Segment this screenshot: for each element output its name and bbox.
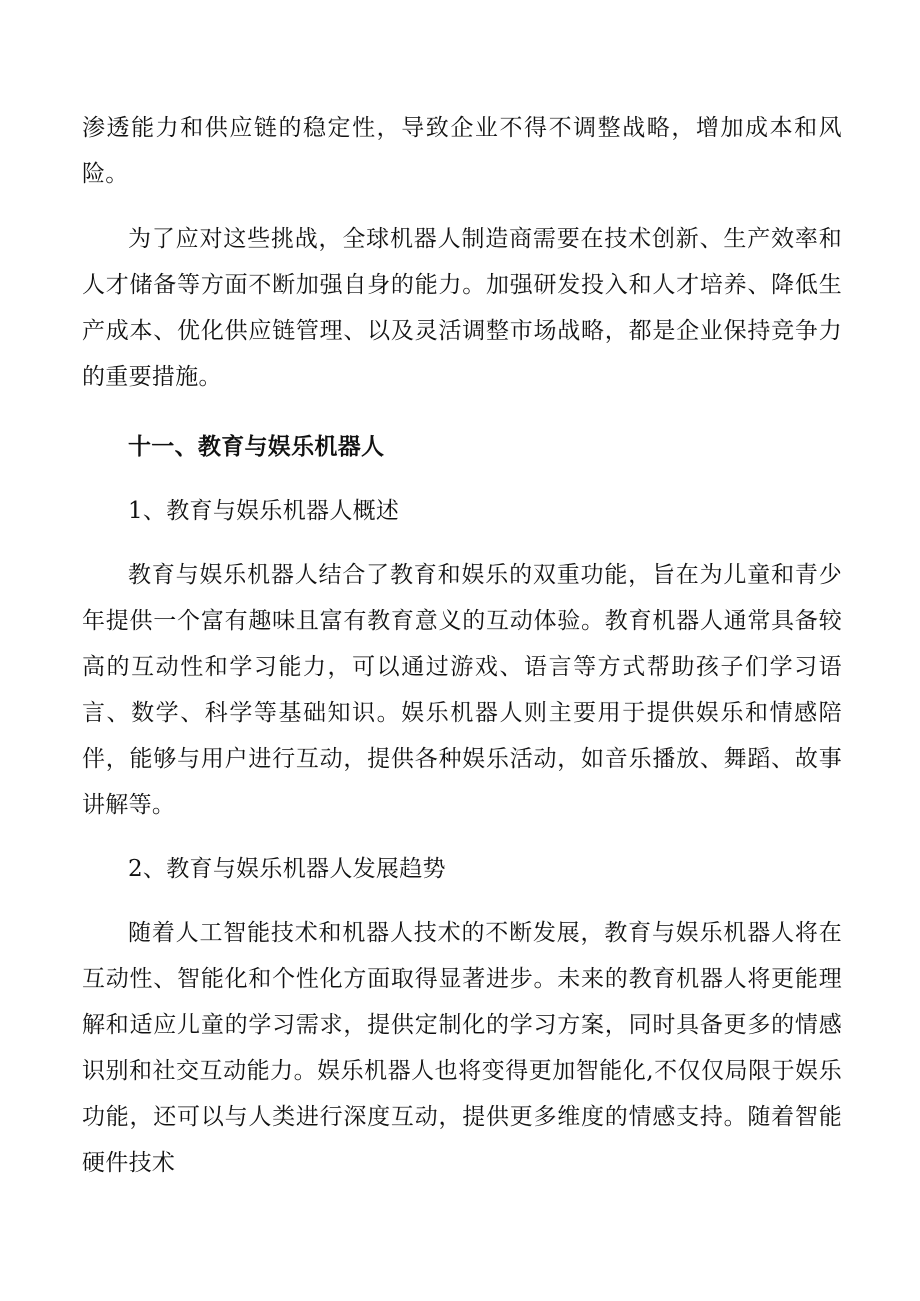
paragraph-overview: 教育与娱乐机器人结合了教育和娱乐的双重功能，旨在为儿童和青少年提供一个富有趣味且富有教育意义的互动体验。教育机器人通常具备较高的互动性和学习能力，可以通过游戏、语言等方式帮助孩子们学习语言、数学、科学等基础知识。娱乐机器人则主要用于提供娱乐和情感陪伴，能够与用户进行互动，提供各种娱乐活动，如音乐播放、舞蹈、故事讲解等。	[82, 562, 842, 818]
section-heading: 十一、教育与娱乐机器人	[128, 433, 385, 460]
subsection-heading-trends: 2、教育与娱乐机器人发展趋势	[128, 856, 446, 882]
paragraph-challenges-response: 为了应对这些挑战，全球机器人制造商需要在技术创新、生产效率和人才储备等方面不断加强自身的能力。加强研发投入和人才培养、降低生产成本、优化供应链管理、以及灵活调整市场战略，都是企业保持竞争力的重要措施。	[82, 226, 842, 390]
document-body	[82, 105, 842, 1193]
paragraph-continuation: 渗透能力和供应链的稳定性，导致企业不得不调整战略，增加成本和风险。	[82, 115, 842, 187]
paragraph-trends: 随着人工智能技术和机器人技术的不断发展，教育与娱乐机器人将在互动性、智能化和个性化方面取得显著进步。未来的教育机器人将更能理解和适应儿童的学习需求，提供定制化的学习方案，同时具备更多的情感识别和社交互动能力。娱乐机器人也将变得更加智能化,不仅仅局限于娱乐功能，还可以与人类进行深度互动，提供更多维度的情感支持。随着智能硬件技术	[82, 920, 842, 1176]
subsection-heading-overview: 1、教育与娱乐机器人概述	[128, 498, 400, 524]
